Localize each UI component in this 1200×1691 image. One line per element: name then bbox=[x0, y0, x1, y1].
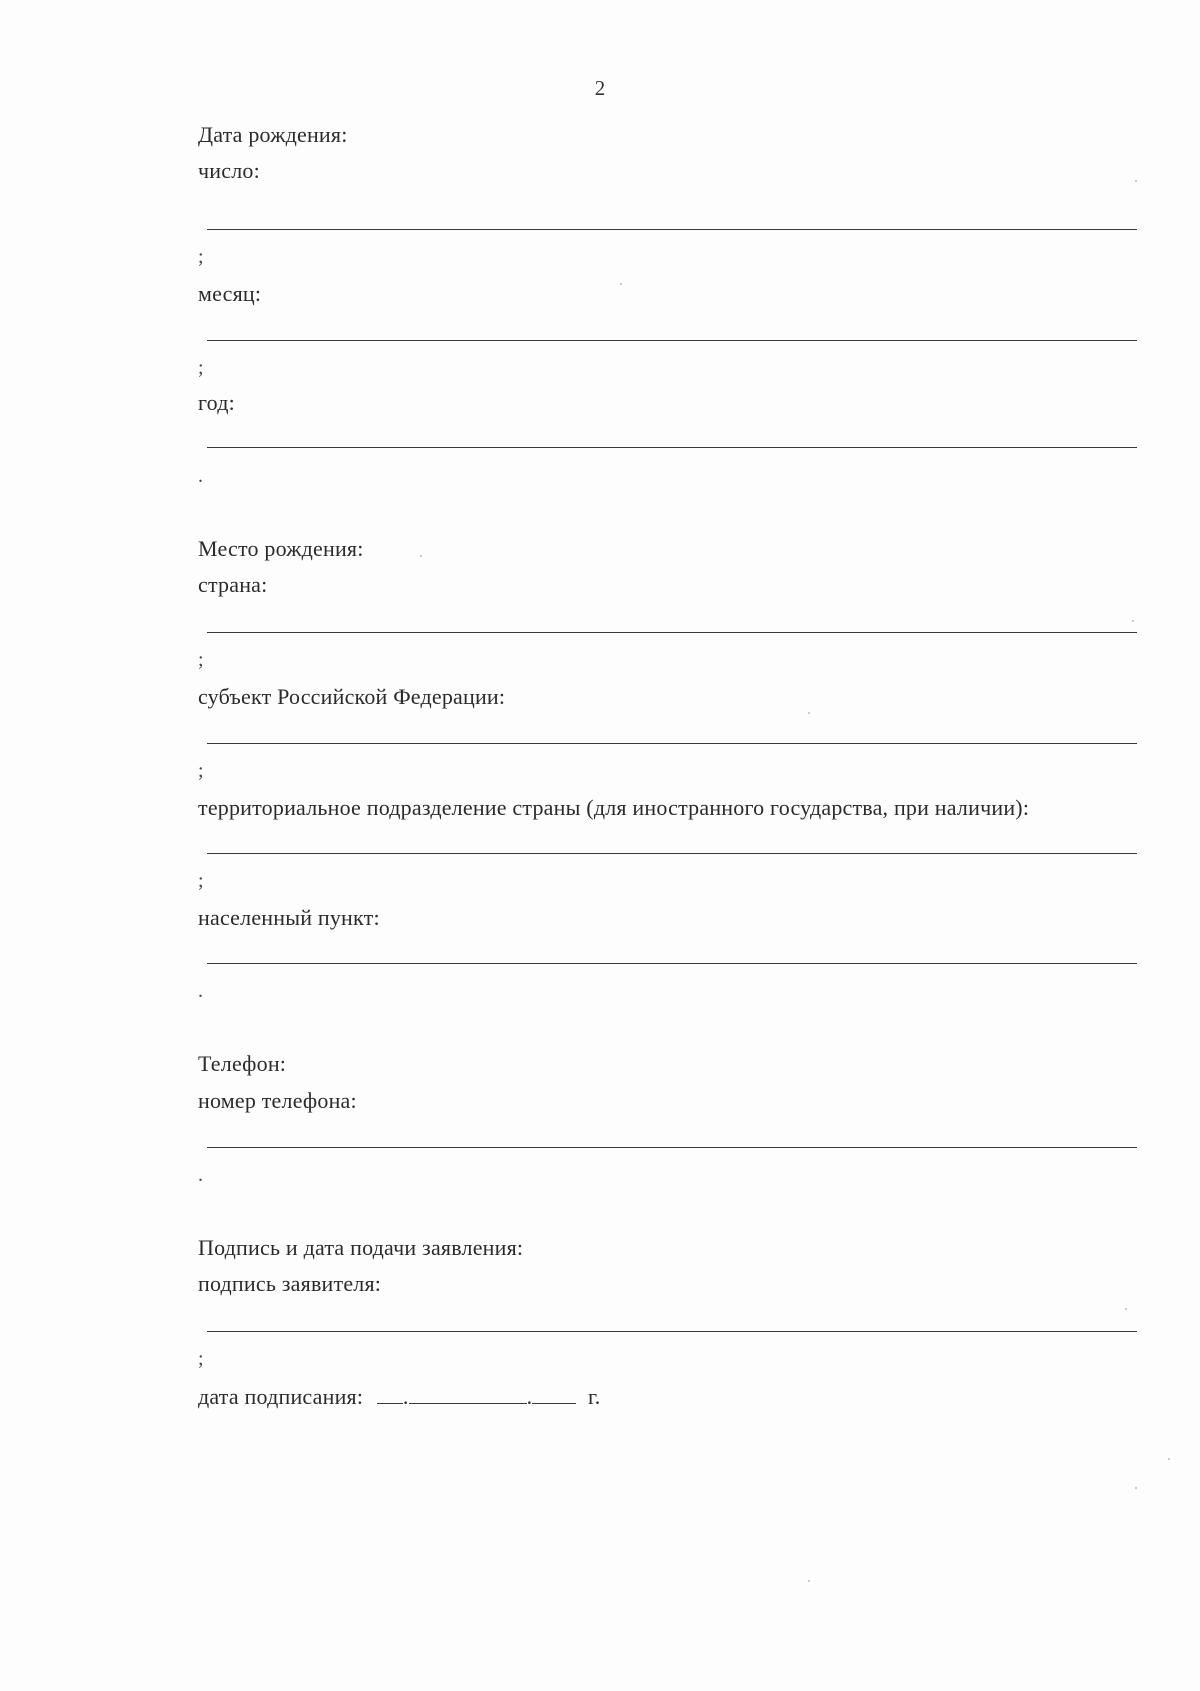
birth-year-label: год: bbox=[198, 390, 235, 415]
signing-date-row bbox=[198, 1384, 600, 1410]
signing-date-label: дата подписания: bbox=[198, 1384, 364, 1409]
birth-month-end: ; bbox=[198, 357, 204, 379]
scan-speck bbox=[620, 283, 622, 285]
signing-date-separator-2: . bbox=[526, 1384, 533, 1409]
birth-country-label: страна: bbox=[198, 572, 268, 597]
birth-place-heading: Место рождения: bbox=[198, 536, 364, 561]
birth-settlement-field[interactable] bbox=[207, 963, 1137, 964]
birth-country-end: ; bbox=[198, 649, 204, 671]
birth-year-end: . bbox=[198, 465, 203, 487]
scan-speck bbox=[1135, 180, 1137, 182]
scan-speck bbox=[1168, 1458, 1170, 1460]
signing-date-month-field[interactable] bbox=[409, 1385, 527, 1404]
birth-year-field[interactable] bbox=[207, 447, 1137, 448]
scan-speck bbox=[1125, 1308, 1127, 1310]
signing-date-day-field[interactable] bbox=[377, 1385, 403, 1404]
birth-settlement-label: населенный пункт: bbox=[198, 905, 380, 930]
signing-date-suffix: г. bbox=[588, 1384, 601, 1409]
phone-number-field[interactable] bbox=[207, 1147, 1137, 1148]
birth-day-field[interactable] bbox=[207, 229, 1137, 230]
birth-subject-field[interactable] bbox=[207, 743, 1137, 744]
birth-settlement-end: . bbox=[198, 980, 203, 1002]
birth-subject-end: ; bbox=[198, 760, 204, 782]
birth-month-label: месяц: bbox=[198, 281, 262, 306]
birth-territorial-label: территориальное подразделение страны (для иностранного государства, при наличии): bbox=[198, 795, 1030, 820]
birth-territorial-field[interactable] bbox=[207, 853, 1137, 854]
birth-month-field[interactable] bbox=[207, 340, 1137, 341]
birth-day-end: ; bbox=[198, 246, 204, 268]
signing-date-year-field[interactable] bbox=[532, 1385, 576, 1404]
birth-day-label: число: bbox=[198, 158, 260, 183]
signature-label: подпись заявителя: bbox=[198, 1271, 382, 1296]
birth-date-heading: Дата рождения: bbox=[198, 122, 348, 147]
page-number: 2 bbox=[594, 76, 606, 100]
scan-speck bbox=[1135, 1487, 1137, 1489]
signature-heading: Подпись и дата подачи заявления: bbox=[198, 1235, 524, 1260]
scan-speck bbox=[1132, 620, 1134, 622]
birth-country-field[interactable] bbox=[207, 632, 1137, 633]
scan-speck bbox=[420, 555, 422, 557]
birth-territorial-end: ; bbox=[198, 870, 204, 892]
scan-speck bbox=[808, 1580, 810, 1582]
signature-end: ; bbox=[198, 1348, 204, 1370]
birth-subject-label: субъект Российской Федерации: bbox=[198, 684, 506, 709]
signing-date-separator-1: . bbox=[402, 1384, 409, 1409]
scan-speck bbox=[808, 712, 810, 714]
phone-number-end: . bbox=[198, 1164, 203, 1186]
phone-heading: Телефон: bbox=[198, 1051, 287, 1076]
phone-number-label: номер телефона: bbox=[198, 1088, 357, 1113]
signature-field[interactable] bbox=[207, 1331, 1137, 1332]
